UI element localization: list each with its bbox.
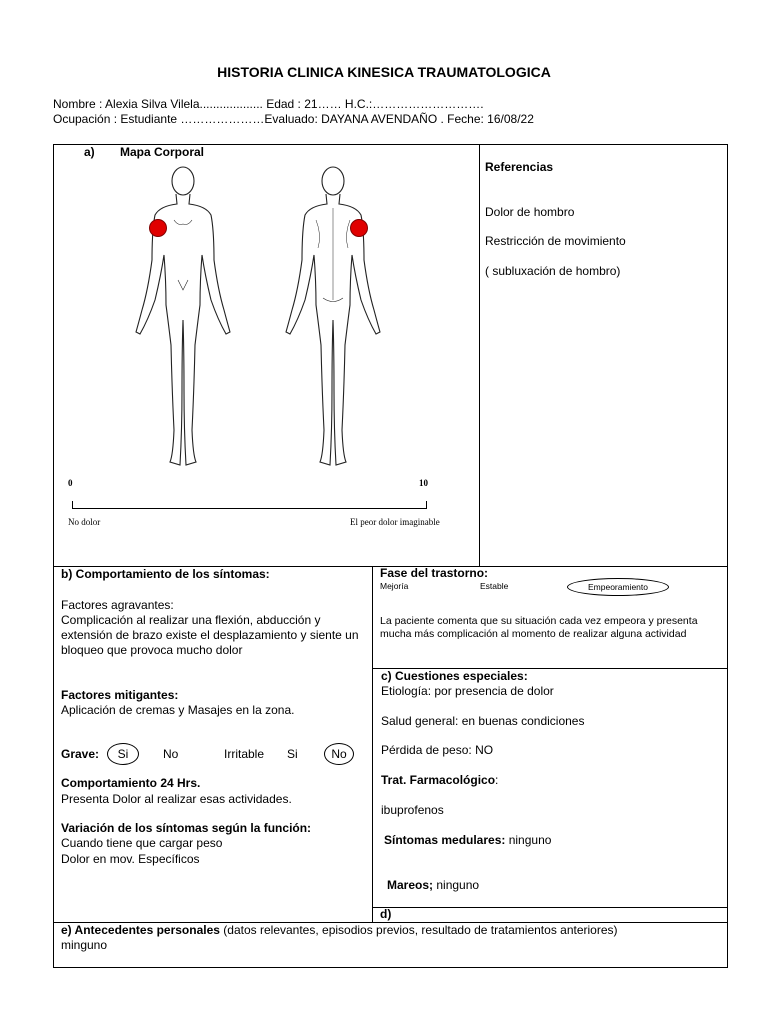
pharma-label: Trat. Farmacológico bbox=[381, 773, 496, 787]
behavior24-text: Presenta Dolor al realizar esas actividades. bbox=[61, 792, 292, 806]
pain-marker-front-shoulder bbox=[149, 219, 167, 237]
special-questions-section bbox=[372, 668, 728, 908]
pharma-line bbox=[381, 773, 498, 788]
pain-marker-back-shoulder bbox=[350, 219, 368, 237]
pain-scale-tick-right bbox=[426, 501, 427, 509]
personal-history-header bbox=[61, 923, 618, 938]
aggravating-text: Complicación al realizar una flexión, abducción y extensión de brazo existe el desplazamiento y siente un bloqueo que provoca mucho dolor bbox=[61, 613, 359, 657]
evaluation-info-line: Ocupación : Estudiante …………………Evaluado: DAYANA AVENDAÑO . Feche: 16/08/22 bbox=[53, 112, 534, 126]
reference-item: Restricción de movimiento bbox=[485, 234, 626, 248]
phase-description: La paciente comenta que su situación cada vez empeora y presenta mucha más complicación al momento de realizar alguna actividad bbox=[380, 615, 698, 640]
back-body-figure bbox=[286, 167, 380, 465]
scale-max: 10 bbox=[419, 478, 428, 488]
dizziness-label: Mareos; bbox=[387, 878, 434, 892]
scale-min: 0 bbox=[68, 478, 73, 488]
general-health-text: Salud general: en buenas condiciones bbox=[381, 714, 585, 728]
page-title: HISTORIA CLINICA KINESICA TRAUMATOLOGICA bbox=[217, 64, 551, 80]
reference-item: Dolor de hombro bbox=[485, 205, 575, 219]
section-a-label: a) bbox=[84, 145, 95, 159]
reference-item: ( subluxación de hombro) bbox=[485, 264, 621, 278]
section-d-label: d) bbox=[380, 907, 392, 921]
section-e-title: e) Antecedentes personales bbox=[61, 923, 220, 937]
etiology-text: Etiología: por presencia de dolor bbox=[381, 684, 554, 698]
medullary-label: Síntomas medulares: bbox=[384, 833, 506, 847]
grave-si-option: Si bbox=[107, 743, 139, 765]
irritable-si-option: Si bbox=[287, 747, 298, 761]
scale-right-label: El peor dolor imaginable bbox=[350, 517, 440, 527]
behavior24-label: Comportamiento 24 Hrs. bbox=[61, 776, 201, 790]
mitigating-label: Factores mitigantes: bbox=[61, 688, 179, 702]
section-b-title: b) Comportamiento de los síntomas: bbox=[61, 567, 270, 581]
phase-title: Fase del trastorno: bbox=[380, 566, 489, 580]
dizziness-value: ninguno bbox=[436, 878, 480, 892]
patient-info-line: Nombre : Alexia Silva Vilela................... Edad : 21…… H.C.:………………………. bbox=[53, 97, 484, 111]
personal-history-value: minguno bbox=[61, 938, 108, 952]
medullary-line bbox=[384, 833, 551, 848]
variation-line: Cuando tiene que cargar peso bbox=[61, 836, 223, 850]
body-map-title: Mapa Corporal bbox=[120, 145, 205, 159]
weight-loss-text: Pérdida de peso: NO bbox=[381, 743, 494, 757]
section-e-subtitle: (datos relevantes, episodios previos, resultado de tratamientos anteriores) bbox=[223, 923, 618, 937]
phase-option-empeoramiento: Empeoramiento bbox=[567, 578, 669, 596]
pharma-colon: : bbox=[495, 773, 499, 787]
section-d bbox=[372, 907, 728, 923]
variation-line: Dolor en mov. Específicos bbox=[61, 852, 200, 866]
pharma-value: ibuprofenos bbox=[381, 803, 444, 817]
pain-scale-tick-left bbox=[72, 501, 73, 509]
section-c-title: c) Cuestiones especiales: bbox=[381, 669, 528, 683]
phase-option-mejoria: Mejoría bbox=[380, 581, 409, 591]
medullary-value: ninguno bbox=[508, 833, 552, 847]
irritable-no-option: No bbox=[324, 743, 354, 765]
references-title: Referencias bbox=[485, 160, 554, 174]
aggravating-label: Factores agravantes: bbox=[61, 598, 174, 612]
grave-label: Grave: bbox=[61, 747, 100, 761]
phase-option-estable: Estable bbox=[480, 581, 509, 591]
scale-left-label: No dolor bbox=[68, 517, 101, 527]
pain-scale-line bbox=[72, 508, 427, 509]
dizziness-line bbox=[387, 878, 479, 893]
grave-no-option: No bbox=[163, 747, 179, 761]
variation-label: Variación de los síntomas según la función: bbox=[61, 821, 312, 835]
front-body-figure bbox=[136, 167, 230, 465]
body-diagram bbox=[60, 160, 470, 480]
irritable-label: Irritable bbox=[224, 747, 265, 761]
mitigating-text: Aplicación de cremas y Masajes en la zona. bbox=[61, 703, 295, 717]
